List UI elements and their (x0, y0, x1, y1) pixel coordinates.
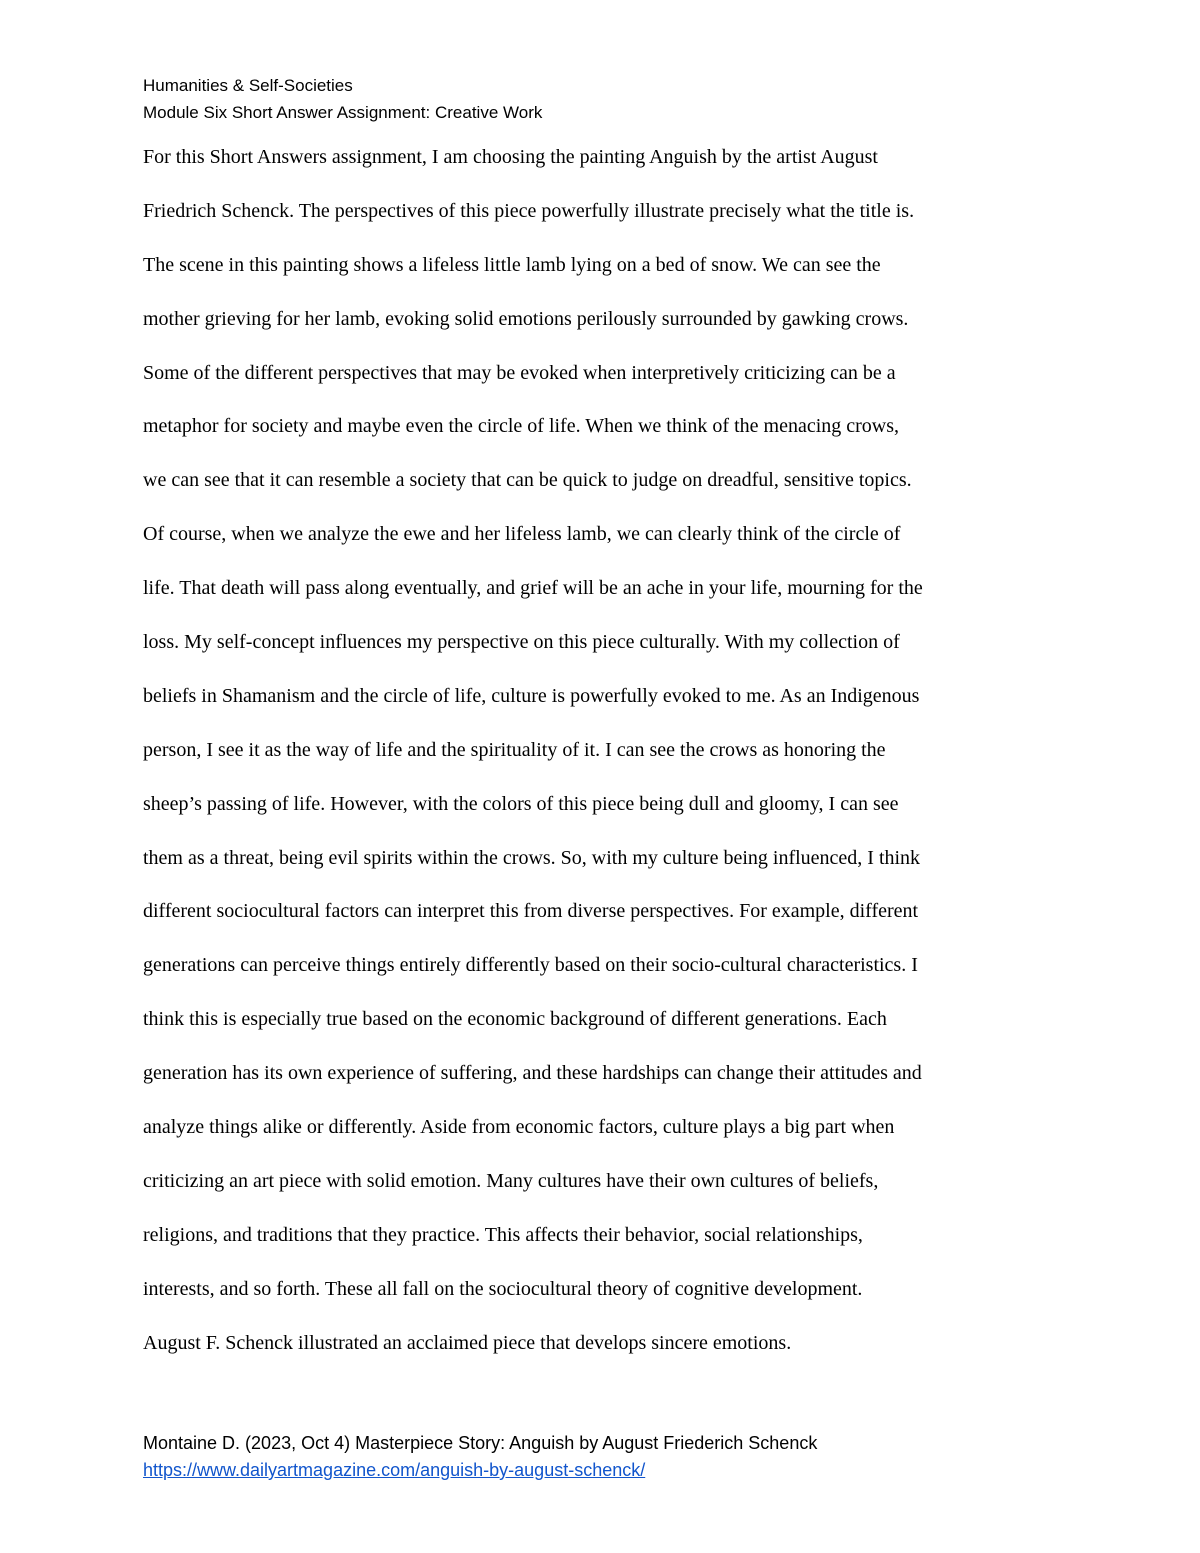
citation-footer (143, 1430, 817, 1484)
essay-line: different sociocultural factors can interpret this from diverse perspectives. For example, different (143, 900, 919, 923)
essay-line: analyze things alike or differently. Aside from economic factors, culture plays a big part when (143, 1116, 895, 1139)
essay-line: beliefs in Shamanism and the circle of life, culture is powerfully evoked to me. As an Indigenous (143, 684, 920, 707)
assignment-title: Module Six Short Answer Assignment: Creative Work (143, 103, 543, 122)
essay-line: Of course, when we analyze the ewe and her lifeless lamb, we can clearly think of the circle of (143, 523, 901, 546)
essay-line: generations can perceive things entirely differently based on their socio-cultural characteristics. I (143, 954, 918, 977)
essay-body (143, 140, 1073, 1379)
essay-line: person, I see it as the way of life and the spirituality of it. I can see the crows as honoring the (143, 738, 886, 761)
course-title: Humanities & Self-Societies (143, 76, 353, 95)
essay-line: them as a threat, being evil spirits within the crows. So, with my culture being influenced, I think (143, 846, 921, 869)
essay-line: criticizing an art piece with solid emotion. Many cultures have their own cultures of beliefs, (143, 1169, 879, 1192)
essay-line: For this Short Answers assignment, I am choosing the painting Anguish by the artist August (143, 146, 878, 168)
essay-line: August F. Schenck illustrated an acclaimed piece that develops sincere emotions. (143, 1331, 792, 1354)
citation-link[interactable]: https://www.dailyartmagazine.com/anguish-by-august-schenck/ (143, 1460, 646, 1480)
essay-line: sheep’s passing of life. However, with the colors of this piece being dull and gloomy, I can see (143, 792, 899, 815)
essay-line: metaphor for society and maybe even the circle of life. When we think of the menacing crows, (143, 415, 900, 438)
essay-line: Friedrich Schenck. The perspectives of this piece powerfully illustrate precisely what the title is. (143, 199, 915, 222)
essay-line: think this is especially true based on the economic background of different generations. Each (143, 1008, 887, 1031)
essay-line: interests, and so forth. These all fall on the sociocultural theory of cognitive development. (143, 1277, 863, 1300)
essay-line: The scene in this painting shows a lifeless little lamb lying on a bed of snow. We can see the (143, 253, 881, 276)
essay-line: Some of the different perspectives that may be evoked when interpretively criticizing can be a (143, 361, 896, 384)
essay-line: life. That death will pass along eventually, and grief will be an ache in your life, mourning for the (143, 577, 923, 600)
essay-line: mother grieving for her lamb, evoking solid emotions perilously surrounded by gawking crows. (143, 307, 909, 330)
essay-line: we can see that it can resemble a society that can be quick to judge on dreadful, sensitive topics. (143, 469, 912, 492)
essay-line: generation has its own experience of suffering, and these hardships can change their attitudes and (143, 1062, 922, 1085)
citation-text: Montaine D. (2023, Oct 4) Masterpiece Story: Anguish by August Friederich Schenck (143, 1433, 818, 1453)
essay-line: religions, and traditions that they practice. This affects their behavior, social relationships, (143, 1223, 863, 1246)
document-header (143, 72, 542, 126)
essay-line: loss. My self-concept influences my perspective on this piece culturally. With my collection of (143, 631, 900, 654)
